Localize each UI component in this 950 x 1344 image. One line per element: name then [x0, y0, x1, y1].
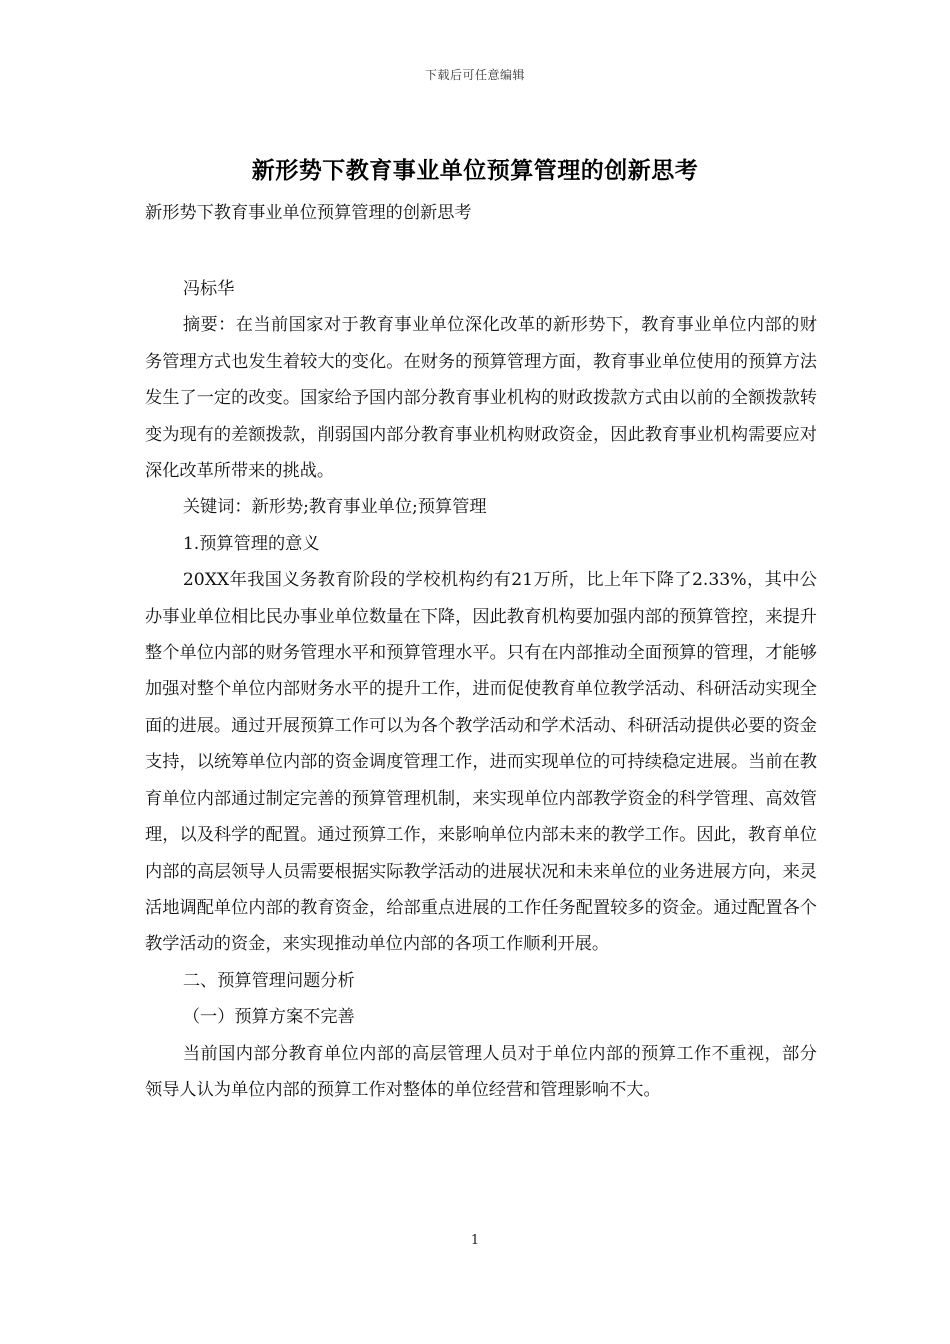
abstract-paragraph: 摘要：在当前国家对于教育事业单位深化改革的新形势下，教育事业单位内部的财务管理方式也发生着较大的变化。在财务的预算管理方面，教育事业单位使用的预算方法发生了一定的改变。国家给予国内部分教育事业机构的财政拨款方式由以前的全额拨款转变为现有的差额拨款，削弱国内部分教育事业机构财政资金，因此教育事业机构需要应对深化改革所带来的挑战。 [145, 315, 817, 482]
document-subtitle: 新形势下教育事业单位预算管理的创新思考 [145, 203, 472, 223]
body-paragraph: 20XX年我国义务教育阶段的学校机构约有21万所，比上年下降了2.33%，其中公办事业单位相比民办事业单位数量在下降，因此教育机构要加强内部的预算管控，来提升整个单位内部的财务管理水平和预算管理水平。只有在内部推动全面预算的管理，才能够加强对整个单位内部财务水平的提升工作，进而促使教育单位教学活动、科研活动实现全面的进展。通过开展预算工作可以为各个教学活动和学术活动、科研活动提供必要的资金支持，以统筹单位内部的资金调度管理工作，进而实现单位的可持续稳定进展。当前在教育单位内部通过制定完善的预算管理机制，来实现单位内部教学资金的科学管理、高效管理，以及科学的配置。通过预算工作，来影响单位内部未来的教学工作。因此，教育单位内部的高层领导人员需要根据实际教学活动的进展状况和未来单位的业务进展方向，来灵活地调配单位内部的教育资金，给部重点进展的工作任务配置较多的资金。通过配置各个教学活动的资金，来实现推动单位内部的各项工作顺利开展。 [145, 570, 817, 955]
section-heading-1: 1.预算管理的意义 [182, 533, 320, 554]
document-body [145, 271, 817, 1108]
author-line: 冯标华 [182, 279, 235, 299]
page-number: 1 [470, 1233, 480, 1248]
body-paragraph: 当前国内部分教育单位内部的高层管理人员对于单位内部的预算工作不重视，部分领导人认为单位内部的预算工作对整体的单位经营和管理影响不大。 [145, 1043, 817, 1100]
header-note: 下载后可任意编辑 [424, 68, 525, 82]
document-title: 新形势下教育事业单位预算管理的创新思考 [251, 157, 699, 184]
keywords-line: 关键词：新形势;教育事业单位;预算管理 [182, 497, 487, 518]
section-heading-2: 二、预算管理问题分析 [182, 970, 355, 991]
subsection-heading-1: （一）预算方案不完善 [182, 1007, 355, 1028]
